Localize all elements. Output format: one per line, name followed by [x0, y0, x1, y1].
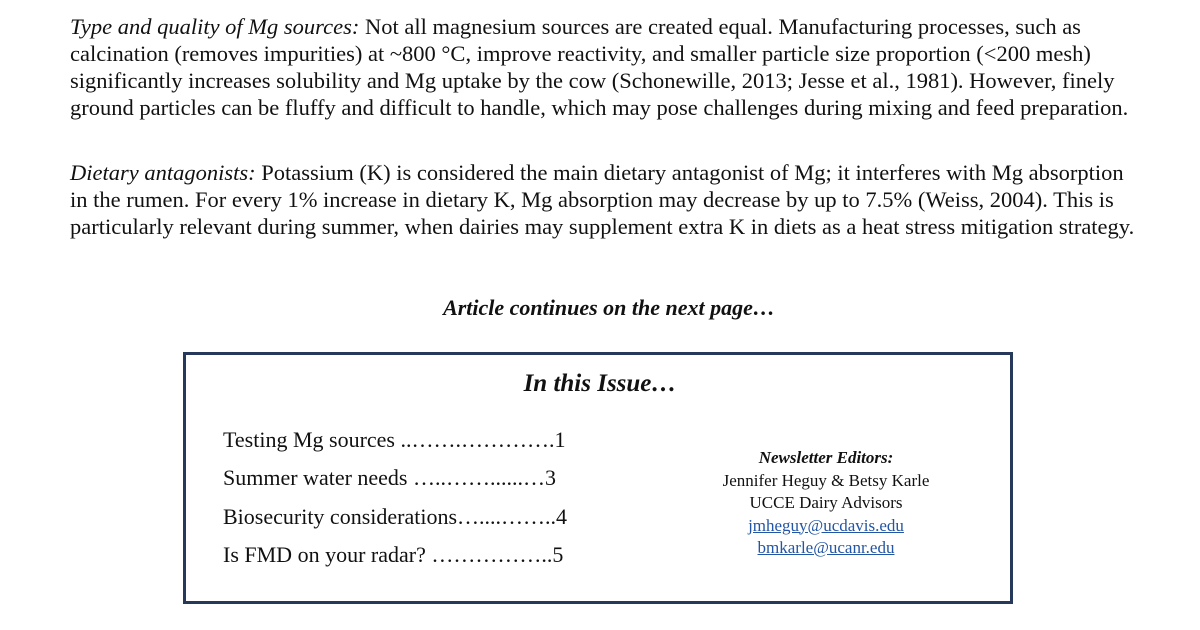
paragraph-mg-sources: [70, 13, 1145, 121]
article-continues-note: Article continues on the next page…: [443, 295, 775, 320]
toc-item-summer-water-needs: Summer water needs …..……......…3: [223, 465, 556, 490]
email-link-bmkarle[interactable]: bmkarle@ucanr.edu: [757, 538, 895, 557]
toc-item-testing-mg-sources: Testing Mg sources ..…….………….1: [223, 427, 566, 452]
email-link-jmheguy[interactable]: jmheguy@ucdavis.edu: [748, 515, 904, 535]
in-this-issue-box: [183, 352, 1013, 604]
paragraph-lead: Dietary antagonists:: [70, 160, 256, 185]
newsletter-editors: [681, 447, 971, 560]
toc-item-biosecurity: Biosecurity considerations…....……..4: [223, 504, 568, 529]
toc-item-fmd: Is FMD on your radar? ……………..5: [223, 542, 564, 567]
editors-heading: Newsletter Editors:: [758, 448, 894, 467]
editors-role: UCCE Dairy Advisors: [749, 493, 903, 512]
paragraph-body: Not all magnesium sources are created equal. Manufacturing processes, such as calcination (removes impurities) at ~800 °C, improve reactivity, and smaller particle size proportion (<200 mesh) significantly increases solubility and Mg uptake by the cow (Schonewille, 2013; Jesse et al., 1981). However, finely ground particles can be fluffy and difficult to handle, which may pose challenges during mixing and feed preparation.: [70, 14, 1129, 120]
issue-box-title: In this Issue…: [523, 370, 677, 397]
paragraph-body: Potassium (K) is considered the main dietary antagonist of Mg; it interferes with Mg absorption in the rumen. For every 1% increase in dietary K, Mg absorption may decrease by up to 7.5% (Weiss, 2004). This is particularly relevant during summer, when dairies may supplement extra K in diets as a heat stress mitigation strategy.: [70, 160, 1135, 239]
paragraph-lead: Type and quality of Mg sources:: [70, 14, 360, 39]
editors-names: Jennifer Heguy & Betsy Karle: [722, 470, 930, 490]
paragraph-dietary-antagonists: [70, 159, 1145, 240]
